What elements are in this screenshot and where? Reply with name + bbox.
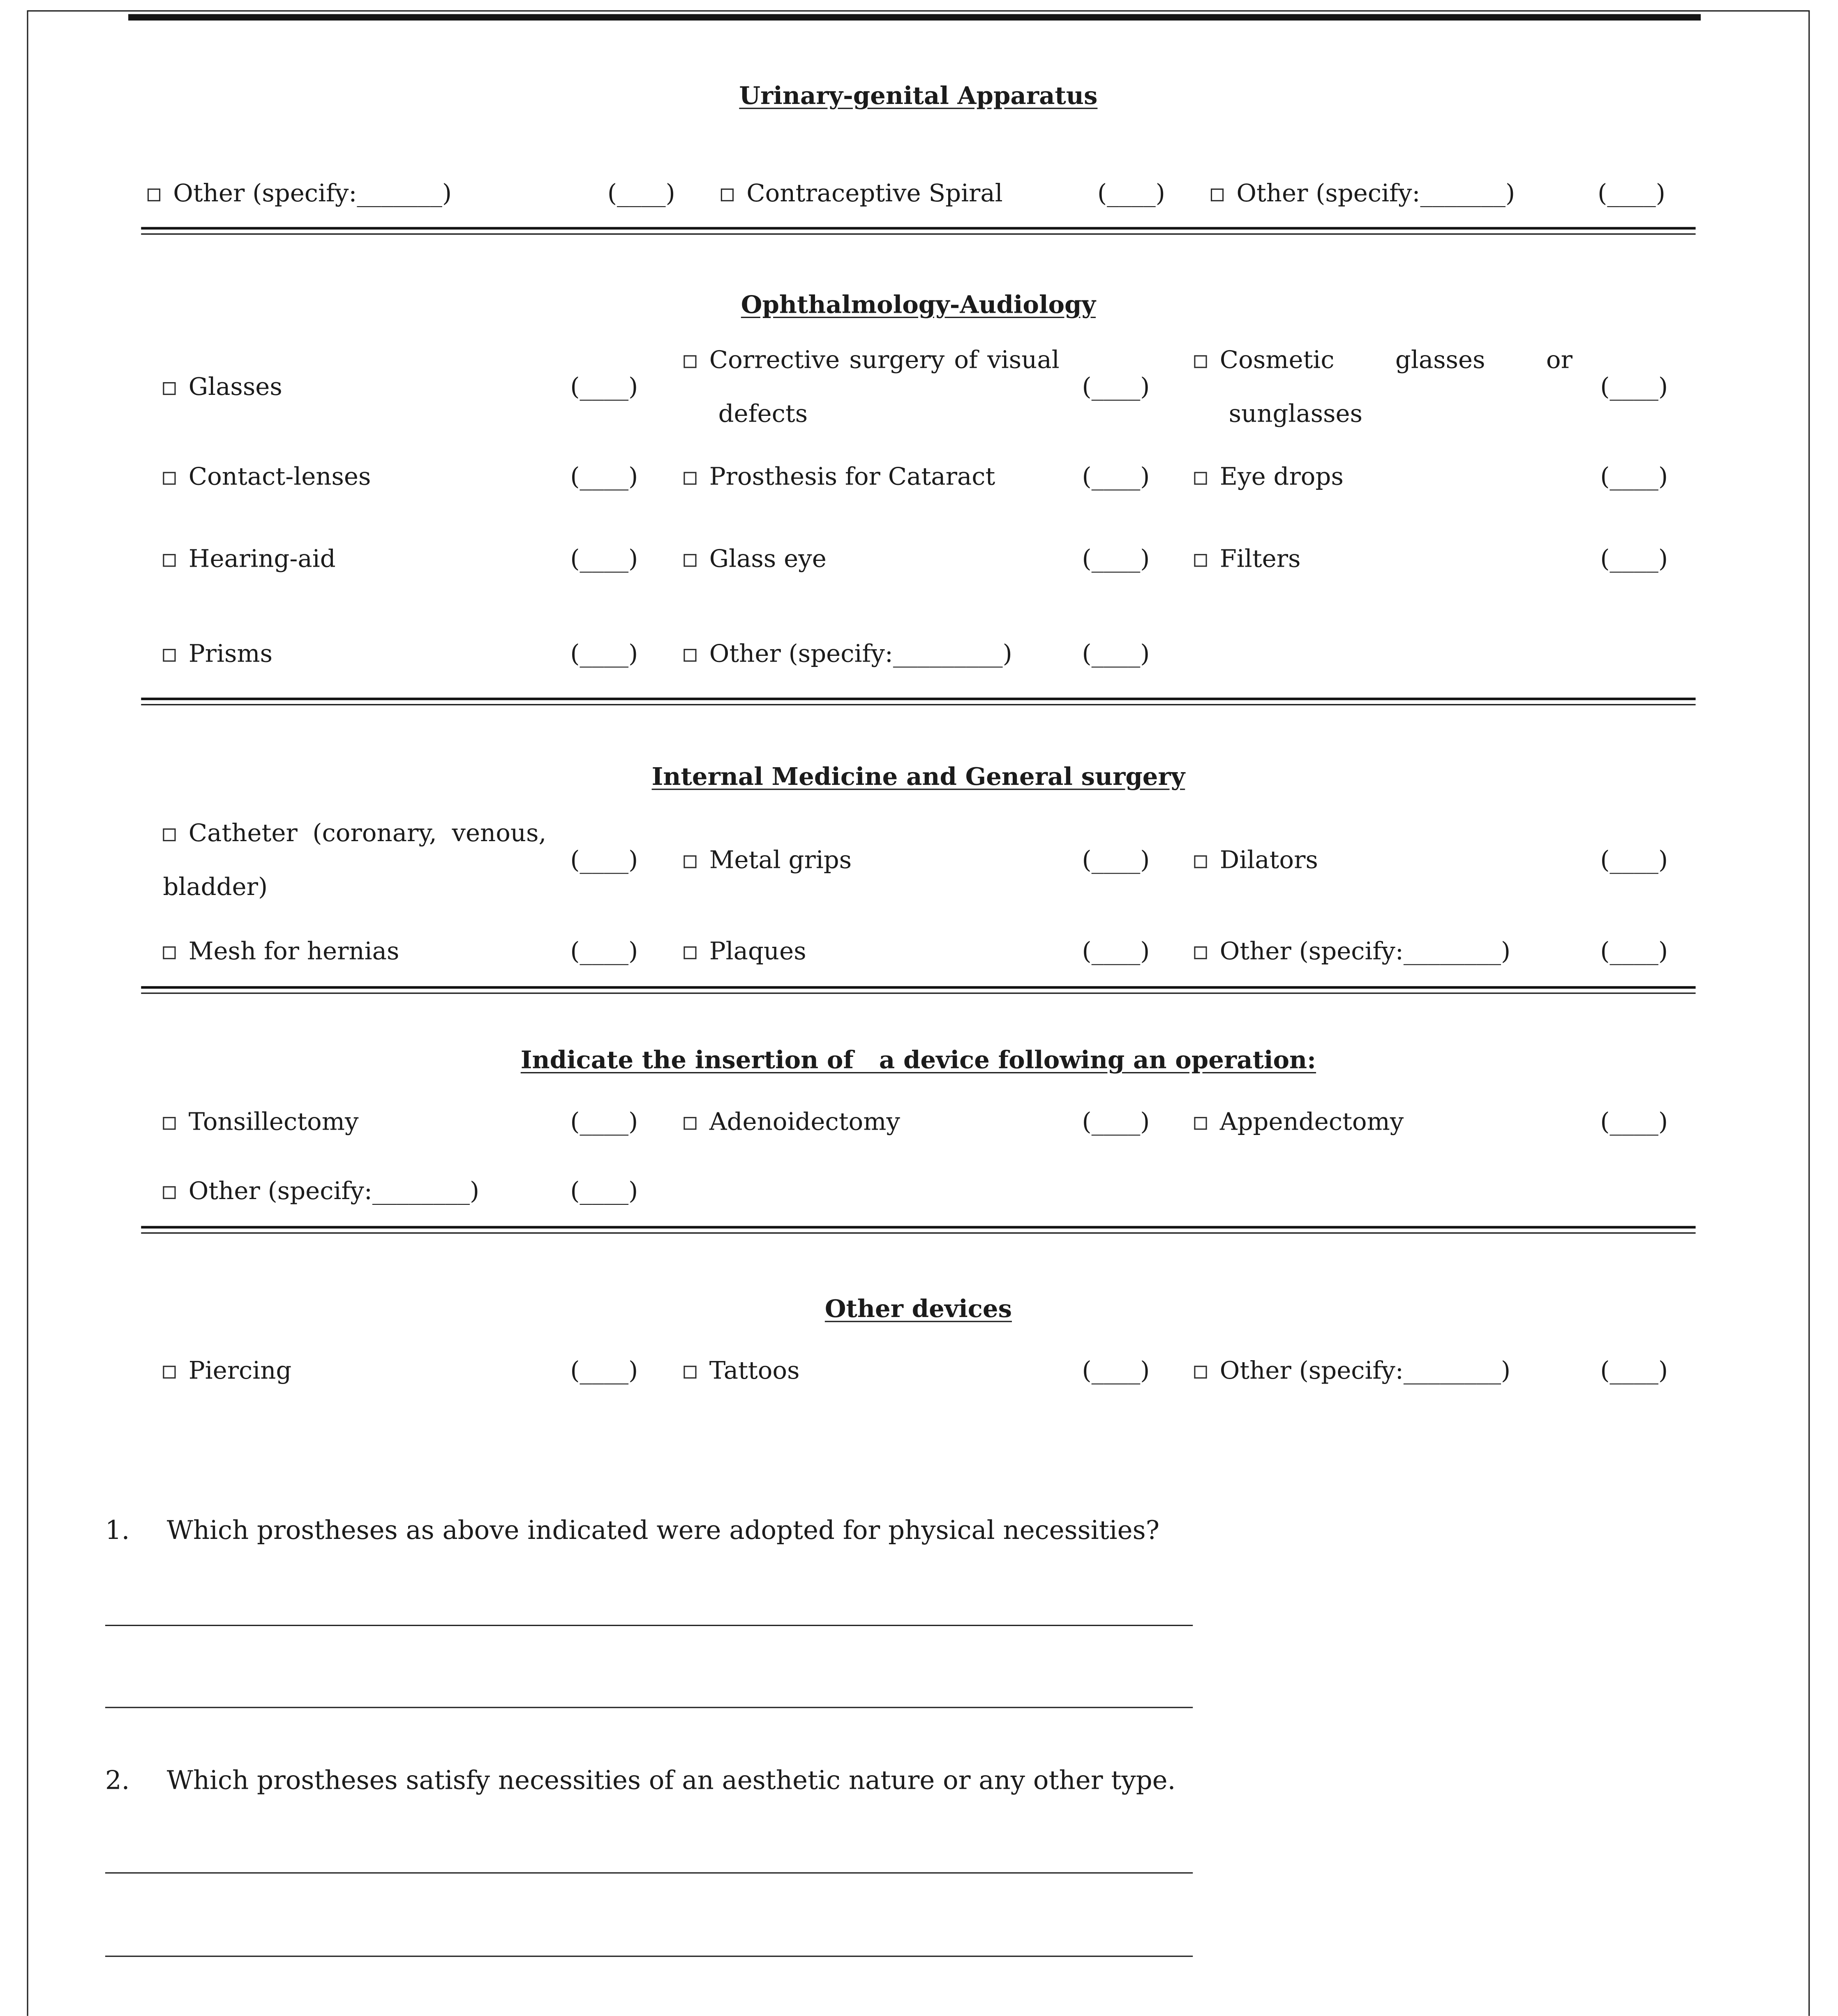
item-label: Glasses <box>188 373 282 401</box>
item-label: Eye drops <box>1219 463 1344 491</box>
score-blank[interactable]: (____) <box>1600 373 1668 401</box>
checkbox-item <box>1172 460 1572 494</box>
score-blank[interactable]: (____) <box>1600 463 1668 491</box>
score-blank[interactable]: (____) <box>1600 1356 1668 1385</box>
score-blank[interactable]: (____) <box>570 1356 638 1385</box>
open-questions <box>105 0 1193 2016</box>
checkbox-item <box>1172 1105 1572 1139</box>
section-title-ophthalmology-audiology: Ophthalmology-Audiology <box>741 291 1096 320</box>
checkbox-icon[interactable] <box>1194 1117 1207 1130</box>
item-label: Other (specify:_________) <box>709 640 1012 668</box>
item-label: Metal grips <box>709 846 852 875</box>
item-label: Other (specify:_______) <box>1236 179 1515 208</box>
checkbox-icon[interactable] <box>1194 355 1207 368</box>
score-blank[interactable]: (____) <box>1082 937 1150 966</box>
item-label: Tattoos <box>709 1356 800 1385</box>
score-blank[interactable]: (____) <box>570 373 638 401</box>
answer-line[interactable] <box>105 1853 1193 1873</box>
checkbox-icon[interactable] <box>1194 554 1207 567</box>
score-blank[interactable]: (____) <box>1082 463 1150 491</box>
answer-line[interactable] <box>105 1688 1193 1708</box>
checkbox-item <box>1172 542 1572 576</box>
checkbox-icon[interactable] <box>1194 472 1207 484</box>
score-blank[interactable]: (____) <box>570 1108 638 1136</box>
question-2 <box>105 1763 1193 1798</box>
item-label: Tonsillectomy <box>188 1108 359 1136</box>
item-label: Other (specify:________) <box>1219 1356 1511 1385</box>
score-blank[interactable]: (____) <box>1082 1108 1150 1136</box>
item-label: Prosthesis for Cataract <box>709 463 995 491</box>
answer-line[interactable] <box>105 1936 1193 1957</box>
item-label: Other (specify:________) <box>188 1177 480 1206</box>
score-blank[interactable]: (____) <box>1097 179 1165 208</box>
item-label: Contact-lenses <box>188 463 371 491</box>
answer-line[interactable] <box>105 1605 1193 1626</box>
checkbox-icon[interactable] <box>1194 946 1207 959</box>
item-label: Corrective surgery of visual defects <box>709 346 1060 429</box>
item-label: Other (specify:________) <box>1219 937 1511 966</box>
score-blank[interactable]: (____) <box>1600 545 1668 573</box>
score-blank[interactable]: (____) <box>607 179 675 208</box>
score-blank[interactable]: (____) <box>1600 937 1668 966</box>
item-label: Glass eye <box>709 545 827 573</box>
item-label: Appendectomy <box>1219 1108 1404 1136</box>
score-blank[interactable]: (____) <box>1082 846 1150 875</box>
item-label: Other (specify:_______) <box>173 179 452 208</box>
question-text: Which prostheses satisfy necessities of an aesthetic nature or any other type. <box>166 1765 1176 1795</box>
item-label: Filters <box>1219 545 1301 573</box>
score-blank[interactable]: (____) <box>570 937 638 966</box>
score-blank[interactable]: (____) <box>1082 1356 1150 1385</box>
section-title-internal-medicine: Internal Medicine and General surgery <box>651 763 1185 791</box>
score-blank[interactable]: (____) <box>570 1177 638 1206</box>
checkbox-item <box>1172 1354 1572 1387</box>
section-title-post-operation: Indicate the insertion of a device following an operation: <box>520 1046 1316 1075</box>
score-blank[interactable]: (____) <box>570 846 638 875</box>
checkbox-item <box>1172 844 1572 877</box>
item-label: Piercing <box>188 1356 292 1385</box>
item-label: Cosmetic glasses or sunglasses <box>1219 346 1572 429</box>
item-label: Adenoidectomy <box>709 1108 900 1136</box>
score-blank[interactable]: (____) <box>570 545 638 573</box>
score-blank[interactable]: (____) <box>1082 640 1150 668</box>
score-blank[interactable]: (____) <box>1598 179 1665 208</box>
score-blank[interactable]: (____) <box>1600 1108 1668 1136</box>
score-blank[interactable]: (____) <box>570 640 638 668</box>
checkbox-icon[interactable] <box>1211 189 1224 201</box>
item-label: Plaques <box>709 937 806 966</box>
question-number: 1. <box>105 1514 130 1545</box>
item-label: Dilators <box>1219 846 1318 875</box>
question-1 <box>105 1513 1193 1548</box>
checkbox-item <box>1172 333 1572 441</box>
section-title-urinary-genital: Urinary-genital Apparatus <box>739 82 1098 111</box>
item-label: Mesh for hernias <box>188 937 399 966</box>
item-label: Prisms <box>188 640 273 668</box>
question-number: 2. <box>105 1765 130 1795</box>
score-blank[interactable]: (____) <box>1082 545 1150 573</box>
item-label: Contraceptive Spiral <box>746 179 1003 208</box>
score-blank[interactable]: (____) <box>1082 373 1150 401</box>
question-text: Which prostheses as above indicated were adopted for physical necessities? <box>166 1514 1160 1545</box>
checkbox-item <box>1172 935 1572 968</box>
checkbox-item <box>1189 177 1568 210</box>
score-blank[interactable]: (____) <box>1600 846 1668 875</box>
item-label: Hearing-aid <box>188 545 336 573</box>
checkbox-icon[interactable] <box>1194 1366 1207 1379</box>
item-label: Catheter (coronary, venous, bladder) <box>163 819 547 902</box>
score-blank[interactable]: (____) <box>570 463 638 491</box>
checkbox-icon[interactable] <box>1194 856 1207 868</box>
section-title-other-devices: Other devices <box>824 1295 1012 1324</box>
